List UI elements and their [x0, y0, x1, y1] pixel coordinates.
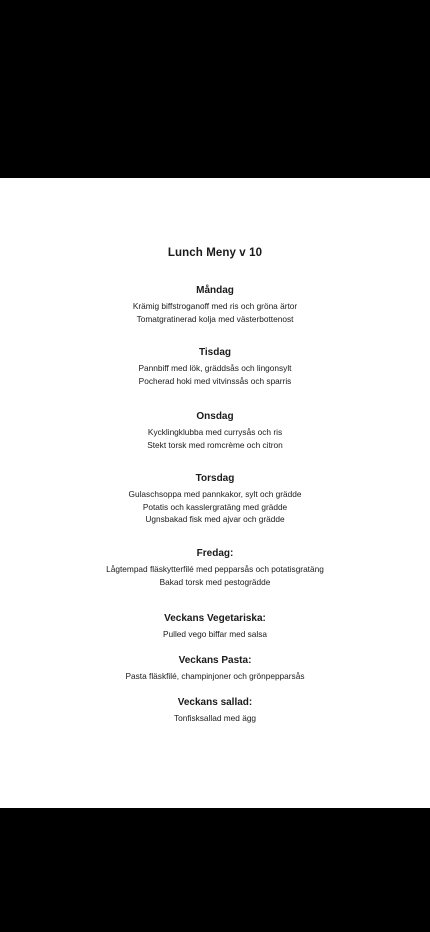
day-heading: Fredag:	[196, 548, 234, 559]
day-heading: Tisdag	[198, 347, 232, 358]
day-section-tisdag	[0, 346, 430, 387]
day-heading: Torsdag	[195, 473, 235, 484]
weekly-section-pasta	[0, 654, 430, 683]
day-section-onsdag	[0, 410, 430, 451]
menu-item: Potatis och kasslergratäng med grädde	[142, 501, 288, 512]
menu-item: Lågtempad fläskytterfilé med pepparsås och potatisgratäng	[106, 564, 324, 574]
menu-item: Stekt torsk med romcrème och citron	[147, 439, 283, 450]
day-section-fredag	[0, 547, 430, 588]
menu-item: Pannbiff med lök, gräddsås och lingonsylt	[138, 363, 292, 373]
weekly-section-sallad	[0, 696, 430, 725]
menu-item: Kycklingklubba med currysås och ris	[147, 427, 283, 437]
day-section-mandag	[0, 284, 430, 325]
day-heading: Onsdag	[196, 411, 234, 422]
menu-item: Ugnsbakad fisk med ajvar och grädde	[145, 514, 285, 524]
menu-item: Pulled vego biffar med salsa	[162, 629, 268, 639]
menu-item: Tomatgratinerad kolja med västerbottenost	[136, 313, 294, 324]
menu-title: Lunch Meny v 10	[167, 247, 263, 259]
menu-item: Gulaschsoppa med pannkakor, sylt och grädde	[128, 489, 302, 499]
weekly-section-vegetariska	[0, 612, 430, 641]
menu-page	[0, 178, 430, 808]
menu-item: Krämig biffstroganoff med ris och gröna ärtor	[132, 301, 298, 311]
day-heading: Måndag	[196, 285, 234, 296]
weekly-heading: Veckans sallad:	[177, 697, 253, 708]
weekly-heading: Veckans Vegetariska:	[164, 613, 266, 624]
menu-item: Pasta fläskfilé, champinjoner och grönpepparsås	[125, 671, 305, 681]
day-section-torsdag	[0, 472, 430, 526]
weekly-heading: Veckans Pasta:	[178, 655, 252, 666]
menu-item: Tonfisksallad med ägg	[173, 713, 257, 723]
menu-item: Pocherad hoki med vitvinssås och sparris	[138, 375, 292, 386]
menu-item: Bakad torsk med pestogrädde	[159, 576, 271, 587]
